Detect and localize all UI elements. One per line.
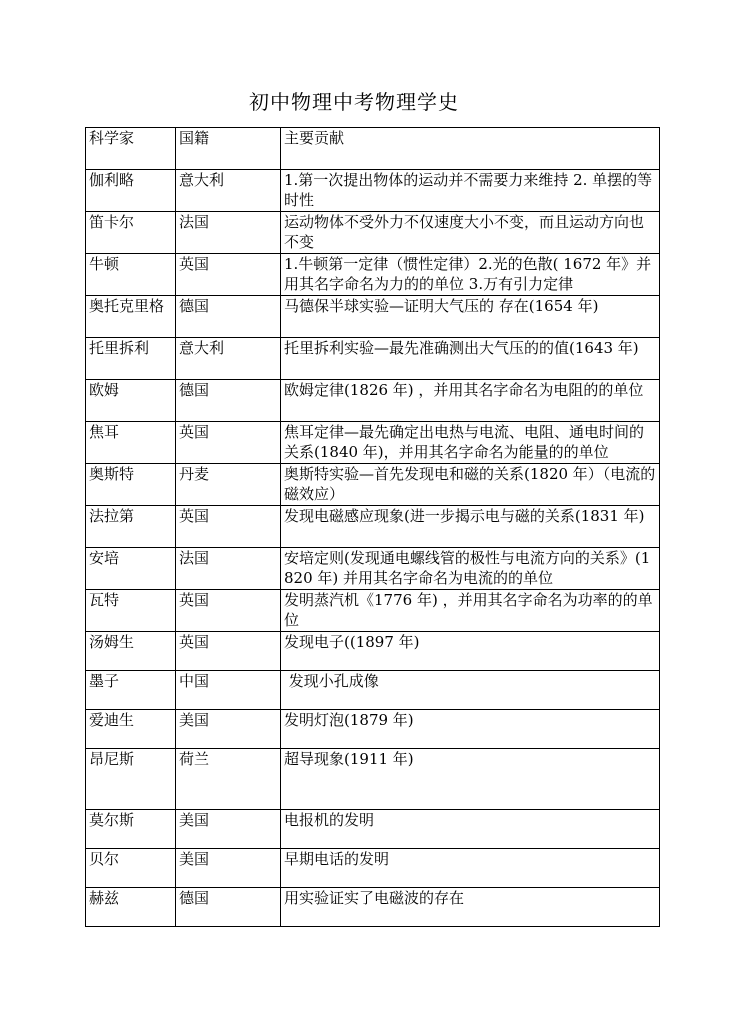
table-row xyxy=(86,212,660,254)
table-row xyxy=(86,506,660,548)
scientist-cell: 汤姆生 xyxy=(86,632,176,671)
contribution-cell: 托里拆利实验—最先准确测出大气压的的值(1643 年) xyxy=(281,338,660,380)
nationality-cell: 荷兰 xyxy=(176,749,281,810)
contribution-cell: 用实验证实了电磁波的存在 xyxy=(281,888,660,927)
table-row xyxy=(86,849,660,888)
table-row xyxy=(86,710,660,749)
scientist-cell: 莫尔斯 xyxy=(86,810,176,849)
nationality-cell: 德国 xyxy=(176,296,281,338)
scientist-cell: 奥斯特 xyxy=(86,464,176,506)
nationality-cell: 意大利 xyxy=(176,170,281,212)
table-row xyxy=(86,548,660,590)
scientist-cell: 贝尔 xyxy=(86,849,176,888)
nationality-cell: 英国 xyxy=(176,422,281,464)
contribution-cell: 发明蒸汽机《1776 年) ，并用其名字命名为功率的的单位 xyxy=(281,590,660,632)
contribution-cell: 早期电话的发明 xyxy=(281,849,660,888)
scientist-cell: 欧姆 xyxy=(86,380,176,422)
nationality-cell: 英国 xyxy=(176,590,281,632)
contribution-cell: 发现电磁感应现象(进一步揭示电与磁的关系(1831 年) xyxy=(281,506,660,548)
scientist-cell: 笛卡尔 xyxy=(86,212,176,254)
table-row xyxy=(86,749,660,810)
physics-history-table xyxy=(85,127,660,927)
contribution-cell: 运动物体不受外力不仅速度大小不变，而且运动方向也不变 xyxy=(281,212,660,254)
nationality-cell: 法国 xyxy=(176,548,281,590)
nationality-cell: 美国 xyxy=(176,849,281,888)
nationality-cell: 德国 xyxy=(176,380,281,422)
table-row xyxy=(86,590,660,632)
contribution-cell: 奥斯特实验—首先发现电和磁的关系(1820 年）（电流的磁效应） xyxy=(281,464,660,506)
contribution-cell: 发明灯泡(1879 年) xyxy=(281,710,660,749)
table-row xyxy=(86,296,660,338)
header-scientist: 科学家 xyxy=(86,128,176,170)
contribution-cell: 超导现象(1911 年) xyxy=(281,749,660,810)
table-row xyxy=(86,422,660,464)
contribution-cell: 发现电子((1897 年) xyxy=(281,632,660,671)
scientist-cell: 墨子 xyxy=(86,671,176,710)
contribution-cell: 安培定则(发现通电螺线管的极性与电流方向的关系》(1820 年) 并用其名字命名为电流的的单位 xyxy=(281,548,660,590)
contribution-cell: 1.牛顿第一定律（惯性定律）2.光的色散( 1672 年》并用其名字命名为力的的单位 3.万有引力定律 xyxy=(281,254,660,296)
table-row xyxy=(86,380,660,422)
scientist-cell: 瓦特 xyxy=(86,590,176,632)
contribution-cell: 马德保半球实验—证明大气压的 存在(1654 年) xyxy=(281,296,660,338)
nationality-cell: 美国 xyxy=(176,710,281,749)
nationality-cell: 德国 xyxy=(176,888,281,927)
contribution-cell: 1.第一次提出物体的运动并不需要力来维持 2. 单摆的等时性 xyxy=(281,170,660,212)
nationality-cell: 英国 xyxy=(176,506,281,548)
nationality-cell: 法国 xyxy=(176,212,281,254)
table-header-row xyxy=(86,128,660,170)
scientist-cell: 牛顿 xyxy=(86,254,176,296)
header-contribution: 主要贡献 xyxy=(281,128,660,170)
table-row xyxy=(86,254,660,296)
table-row xyxy=(86,671,660,710)
contribution-cell: 焦耳定律—最先确定出电热与电流、电阻、通电时间的关系(1840 年)，并用其名字命名为能量的的单位 xyxy=(281,422,660,464)
nationality-cell: 意大利 xyxy=(176,338,281,380)
contribution-cell: 欧姆定律(1826 年) ，并用其名字命名为电阻的的单位 xyxy=(281,380,660,422)
nationality-cell: 英国 xyxy=(176,632,281,671)
scientist-cell: 昂尼斯 xyxy=(86,749,176,810)
scientist-cell: 法拉第 xyxy=(86,506,176,548)
table-row xyxy=(86,170,660,212)
table-row xyxy=(86,810,660,849)
scientist-cell: 奥托克里格 xyxy=(86,296,176,338)
scientist-cell: 安培 xyxy=(86,548,176,590)
table-row xyxy=(86,338,660,380)
scientist-cell: 赫兹 xyxy=(86,888,176,927)
table-row xyxy=(86,464,660,506)
scientist-cell: 伽利略 xyxy=(86,170,176,212)
table-row xyxy=(86,632,660,671)
contribution-cell: 电报机的发明 xyxy=(281,810,660,849)
header-nationality: 国籍 xyxy=(176,128,281,170)
scientist-cell: 焦耳 xyxy=(86,422,176,464)
nationality-cell: 中国 xyxy=(176,671,281,710)
scientist-cell: 爱迪生 xyxy=(86,710,176,749)
table-row xyxy=(86,888,660,927)
scientist-cell: 托里拆利 xyxy=(86,338,176,380)
nationality-cell: 丹麦 xyxy=(176,464,281,506)
nationality-cell: 英国 xyxy=(176,254,281,296)
contribution-cell: 发现小孔成像 xyxy=(281,671,660,710)
page-title: 初中物理中考物理学史 xyxy=(249,90,459,114)
nationality-cell: 美国 xyxy=(176,810,281,849)
